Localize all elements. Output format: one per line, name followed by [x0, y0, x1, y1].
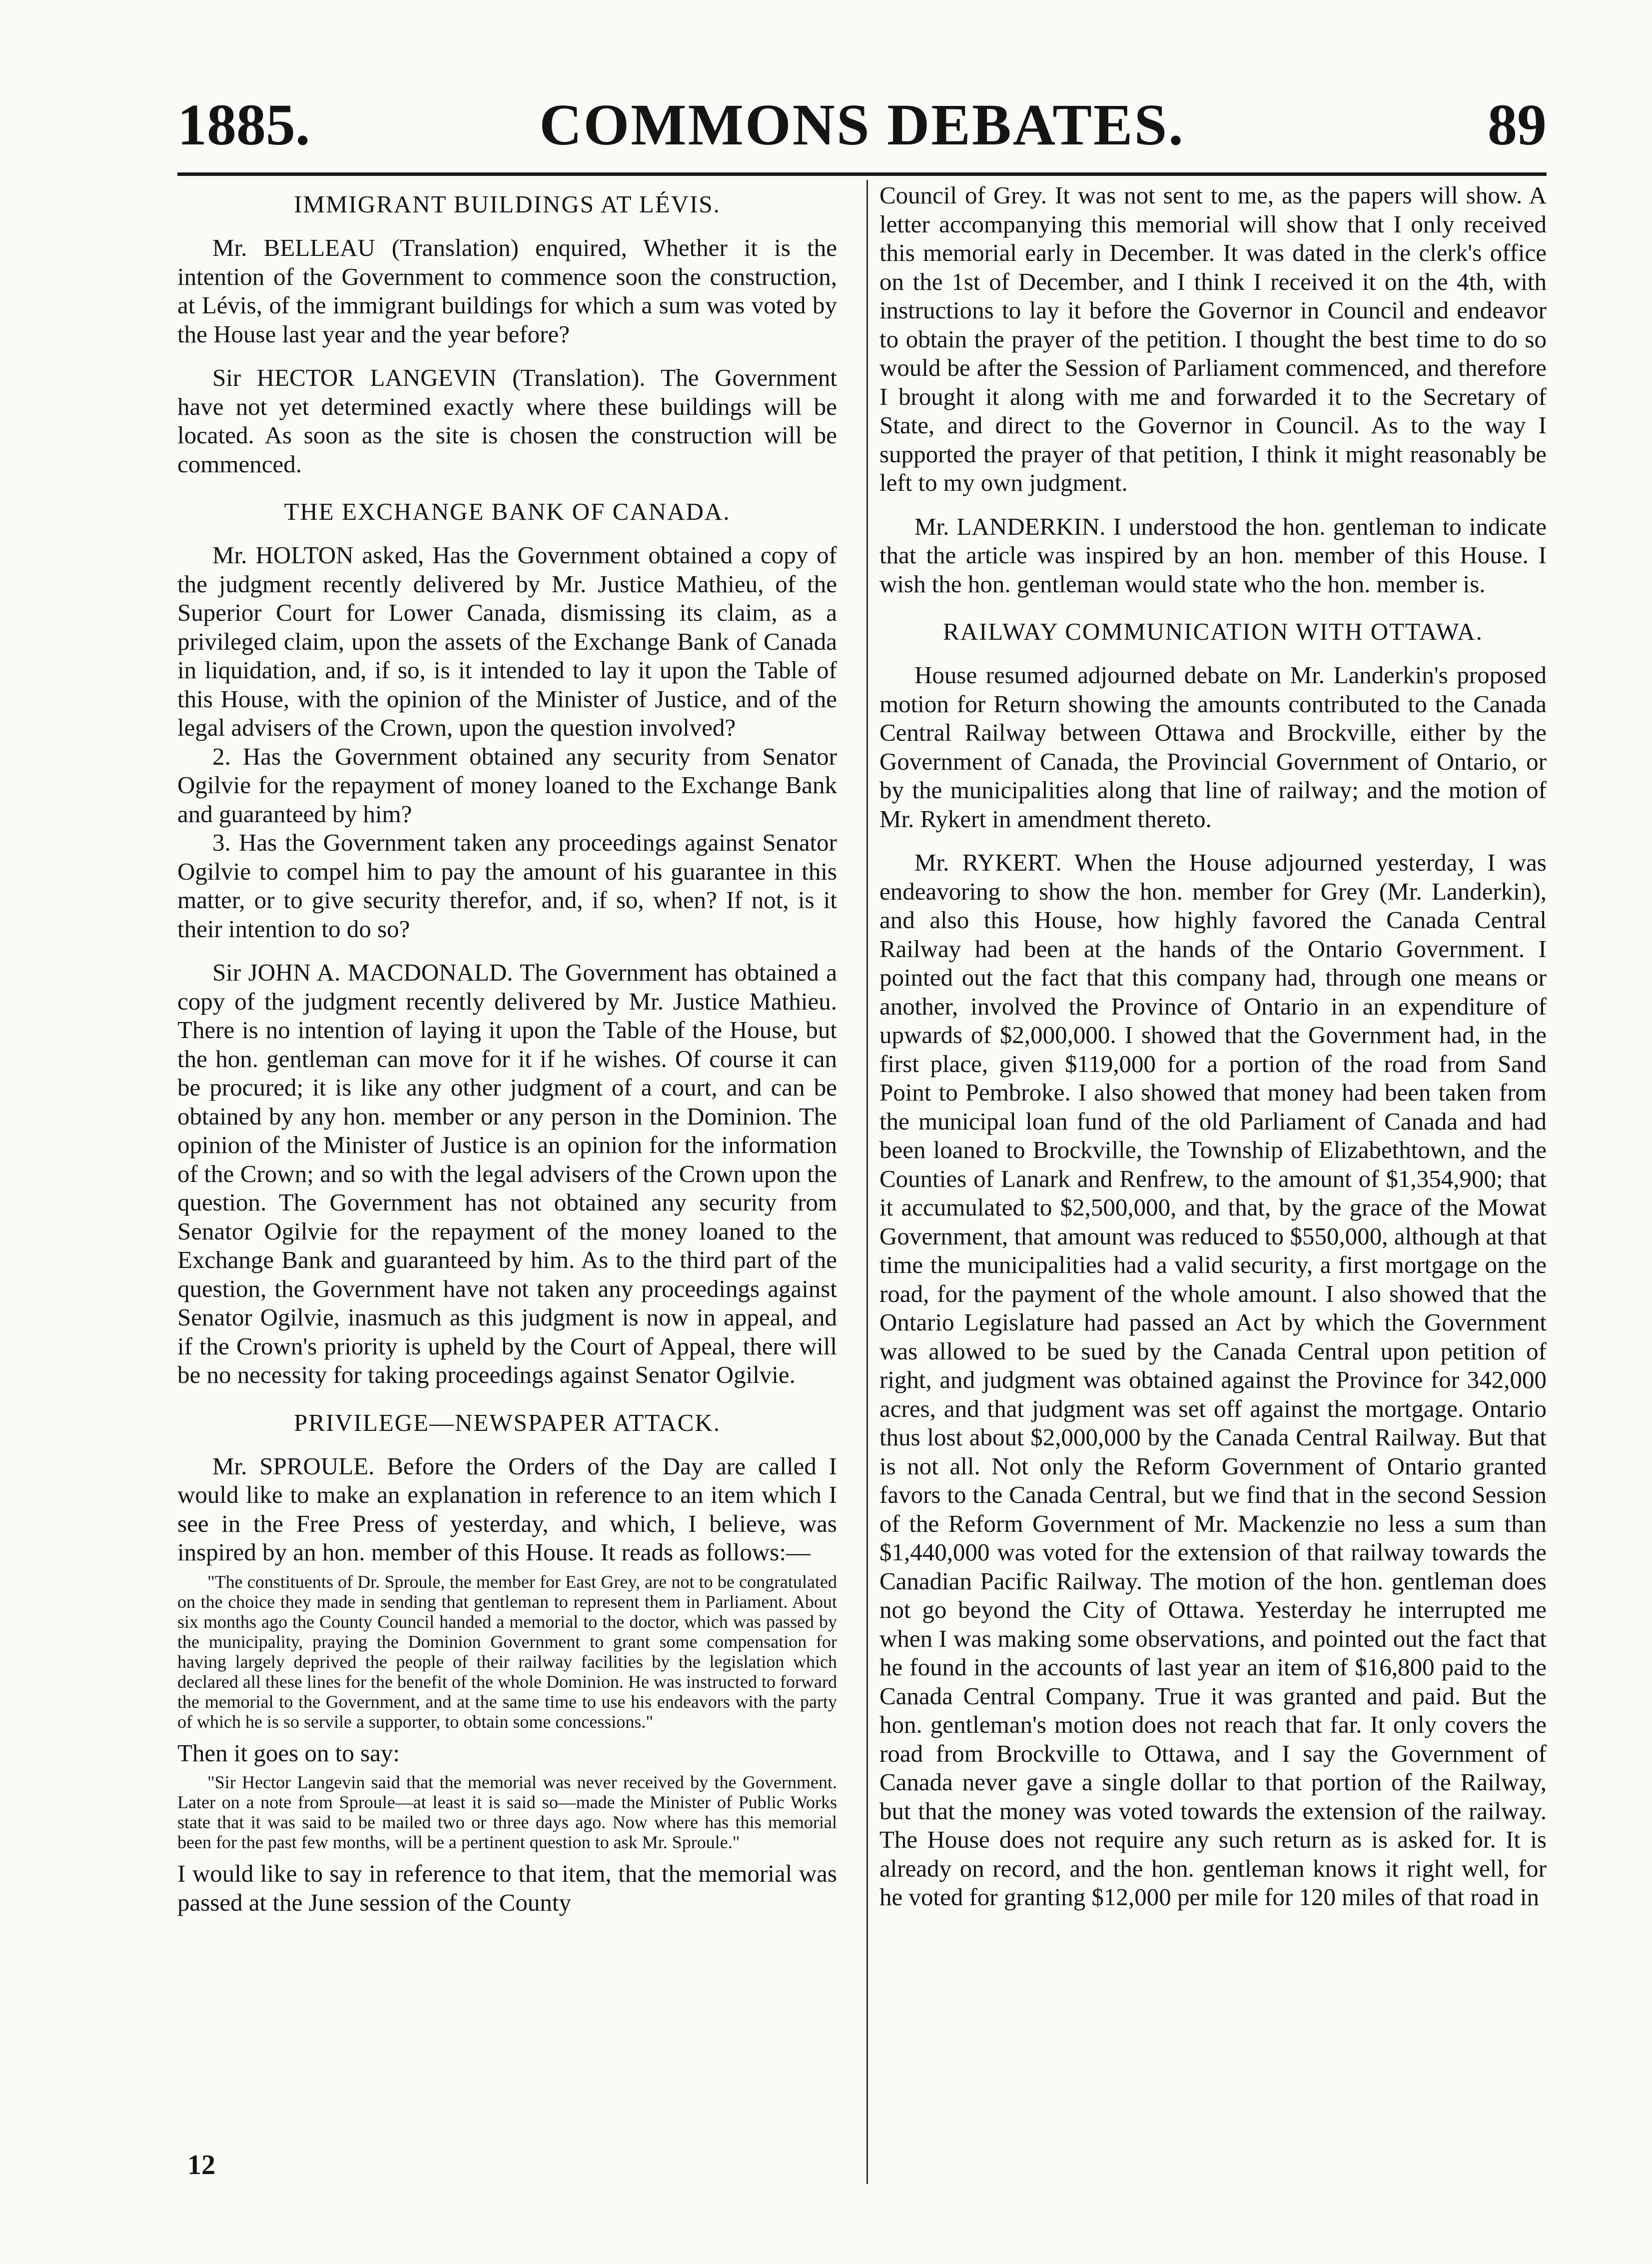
paragraph: I would like to say in reference to that item, that the memorial was passed at the June session of the County: [177, 1860, 837, 1916]
block-quote: [177, 1572, 837, 1732]
signature-mark: 12: [187, 2150, 215, 2181]
paragraph: Sir HECTOR LANGEVIN (Translation). The Government have not yet determined exactly where these buildings will be located. As soon as the site is chosen the construction will be commenced.: [177, 364, 837, 478]
paragraph: Mr. LANDERKIN. I understood the hon. gentleman to indicate that the article was inspired by an hon. member of this House. I wish the hon. gentleman would state who the hon. member is.: [879, 512, 1547, 598]
section-heading: THE EXCHANGE BANK OF CANADA.: [284, 498, 731, 525]
header-rule: [177, 172, 1547, 176]
column-divider: [866, 180, 868, 2184]
paragraph: Mr. SPROULE. Before the Orders of the Day are called I would like to make an explanation in reference to an item which I see in the Free Press of yesterday, and which, I believe, was inspired by an hon. member of this House. It reads as follows:—: [177, 1452, 837, 1566]
section-heading: PRIVILEGE—NEWSPAPER ATTACK.: [293, 1408, 721, 1436]
paragraph: Mr. HOLTON asked, Has the Government obtained a copy of the judgment recently delivered by Mr. Justice Mathieu, of the Superior Court for Lower Canada, dismissing its claim, as a privileged claim, upon the assets of the Exchange Bank of Canada in liquidation, and, if so, is it intended to lay it upon the Table of this House, with the opinion of the Minister of Justice, and of the legal advisers of the Crown, upon the question involved?: [177, 541, 837, 741]
paragraph: Council of Grey. It was not sent to me, as the papers will show. A letter accompanying this memorial will show that I only received this memorial early in December. It was dated in the clerk's office on the 1st of December, and I think I received it on the 4th, with instructions to lay it before the Governor in Council and endeavor to obtain the prayer of the petition. I thought the best time to do so would be after the Session of Parliament commenced, and therefore I brought it along with me and forwarded it to the Secretary of State, and direct to the Governor in Council. As to the way I supported the prayer of that petition, I think it might reasonably be left to my own judgment.: [879, 181, 1547, 496]
paragraph: 2. Has the Government obtained any security from Senator Ogilvie for the repayment of money loaned to the Exchange Bank and guaranteed by him?: [177, 742, 837, 828]
quote-text: "The constituents of Dr. Sproule, the member for East Grey, are not to be congratulated on the choice they made in sending that gentleman to represent them in Parliament. About six months ago the County Council handed a memorial to the doctor, which was passed by the municipality, praying the Dominion Government to grant some compensation for having largely deprived the people of their railway facilities by the legislation which declared all these lines for the benefit of the whole Dominion. He was instructed to forward the memorial to the Government, and at the same time to use his endeavors with the party of which he is so servile a supporter, to obtain some concessions.": [177, 1571, 837, 1732]
paragraph: Sir JOHN A. MACDONALD. The Government has obtained a copy of the judgment recently delivered by Mr. Justice Mathieu. There is no intention of laying it upon the Table of the House, but the hon. gentleman can move for it if he wishes. Of course it can be procured; it is like any other judgment of a court, and can be obtained by any hon. member or any person in the Dominion. The opinion of the Minister of Justice is an opinion for the information of the Crown; and so with the legal advisers of the Crown upon the question. The Government has not obtained any security from Senator Ogilvie for the repayment of the money loaned to the Exchange Bank and guaranteed by him. As to the third part of the question, the Government have not taken any proceedings against Senator Ogilvie, inasmuch as this judgment is now in appeal, and if the Crown's priority is upheld by the Court of Appeal, there will be no necessity for taking proceedings against Senator Ogilvie.: [177, 959, 837, 1388]
paragraph: Then it goes on to say:: [177, 1739, 400, 1767]
paragraph: Mr. BELLEAU (Translation) enquired, Whether it is the intention of the Government to commence soon the construction, at Lévis, of the immigrant buildings for which a sum was voted by the House last year and the year before?: [177, 234, 837, 348]
header-year: 1885.: [177, 92, 310, 157]
header-page-number: 89: [1488, 92, 1547, 157]
left-column: [177, 181, 837, 1917]
page-header: [177, 87, 1547, 162]
paragraph: 3. Has the Government taken any proceedings against Senator Ogilvie to compel him to pay the amount of his guarantee in this matter, or to give security therefor, and, if so, when? If not, is it their intention to do so?: [177, 829, 837, 943]
right-column: [879, 181, 1547, 1912]
header-title: COMMONS DEBATES.: [539, 92, 1185, 157]
section-heading: RAILWAY COMMUNICATION WITH OTTAWA.: [943, 618, 1483, 645]
block-quote: [177, 1772, 837, 1852]
paragraph: Mr. RYKERT. When the House adjourned yesterday, I was endeavoring to show the hon. member for Grey (Mr. Landerkin), and also this House, how highly favored the Canada Central Railway had been at the hands of the Ontario Government. I pointed out the fact that this company had, through one means or another, involved the Province of Ontario in an expenditure of upwards of $2,000,000. I showed that the Government had, in the first place, given $119,000 for a portion of the road from Sand Point to Pembroke. I also showed that money had been taken from the municipal loan fund of the old Parliament of Canada and had been loaned to Brockville, the Township of Elizabethtown, and the Counties of Lanark and Renfrew, to the amount of $1,354,900; that it accumulated to $2,500,000, and that, by the grace of the Mowat Government, that amount was reduced to $550,000, although at that time the municipalities had a valid security, a first mortgage on the road, for the payment of the whole amount. I also showed that the Ontario Legislature had passed an Act by which the Government was allowed to be sued by the Canada Central upon petition of right, and judgment was obtained against the Province for 342,000 acres, and that judgment was set off against the mortgage. Ontario thus lost about $2,000,000 by the Canada Central Railway. But that is not all. Not only the Reform Government of Ontario granted favors to the Canada Central, but we find that in the second Session of the Reform Government of Mr. Mackenzie no less a sum than $1,440,000 was voted for the extension of that railway towards the Canadian Pacific Railway. The motion of the hon. gentleman does not go beyond the City of Ottawa. Yesterday he interrupted me when I was making some observations, and pointed out the fact that he found in the accounts of last year an item of $16,800 paid to the Canada Central Company. True it was granted and paid. But the hon. gentleman's motion does not reach that far. It only covers the road from Brockville to Ottawa, and I say the Government of Canada never gave a single dollar to that portion of the Railway, but that the money was voted towards the extension of the railway. The House does not require any such return as is asked for. It is already on record, and the hon. gentleman knows it right well, for he voted for granting $12,000 per mile for 120 miles of that road in: [879, 849, 1547, 1911]
section-heading: IMMIGRANT BUILDINGS AT LÉVIS.: [294, 190, 721, 218]
quote-text: "Sir Hector Langevin said that the memorial was never received by the Government. Later on a note from Sproule—at least it is said so—made the Minister of Public Works state that it was said to be mailed two or three days ago. Now where has this memorial been for the past few months, will be a pertinent question to ask Mr. Sproule.": [177, 1772, 837, 1852]
paragraph: House resumed adjourned debate on Mr. Landerkin's proposed motion for Return showing the amounts contributed to the Canada Central Railway between Ottawa and Brockville, either by the Government of Canada, the Provincial Government of Ontario, or by the municipalities along that line of railway; and the motion of Mr. Rykert in amendment thereto.: [879, 661, 1547, 833]
